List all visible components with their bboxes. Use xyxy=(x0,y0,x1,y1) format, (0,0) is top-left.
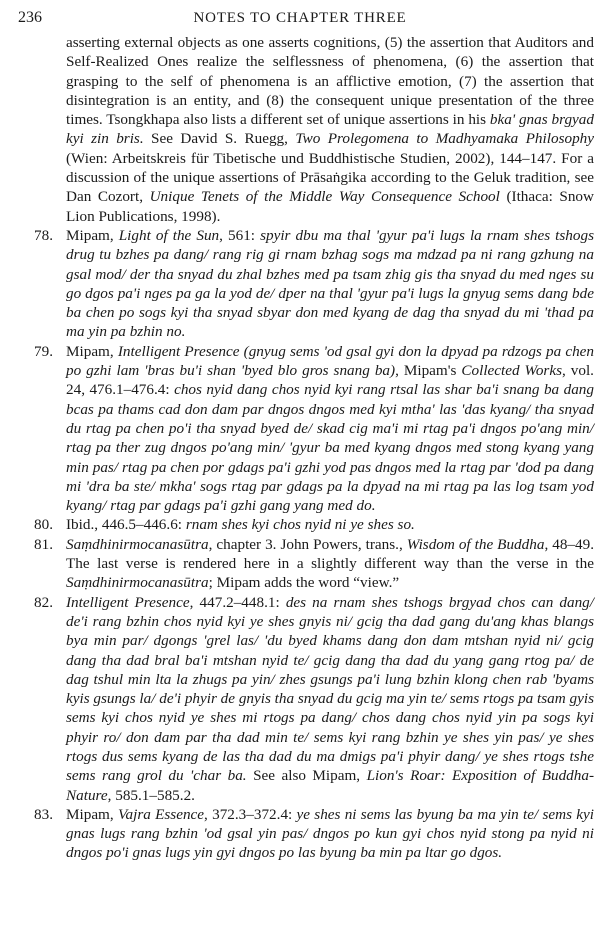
note-82: 82. Intelligent Presence, 447.2–448.1: des na rnam shes tshogs brgyad chos can dang/ de'i rang bzhin chos nyid kyi ye shes gnyis ni/ gcig tha dad gang du'ang khas blangs bya min par/ dgongs 'grel las/ 'du byed khams dang don dam mtshan nyid ni/ gcig dang tha dad bral ba'i mtshan nyid te/ gcig dang tha dad du yang gang rtog pa/ de dag tshul min lta la zhugs pa yin/ zhes gsungs pa'i lung bzhin klong chen rab 'byams kyis gsungs la/ de'i phyir de gnyis tha snyad du gcig ma yin te/ sems rtogs pa tsam gyis sems kyi chos nyid ye shes mi rtogs pa dang/ chos dang chos nyid yin pa sogs kyi phyir ro/ don dam par tha dad min te/ sems kyi rang bzhin ye shes yin pas/ ye shes rtogs dus sems kyang de las tha dad du ma dmigs pa'i phyir dang/ ye shes rtogs tshe sems rang grol du 'char ba. See also Mipam, Lion's Roar: Exposition of Buddha-Nature, 585.1–585.2. xyxy=(34,593,595,804)
note-78: 78. Mipam, Light of the Sun, 561: spyir dbu ma thal 'gyur pa'i lugs la rnam shes tshogs drug tu bzhes pa dang/ rang rig gi rnam bzhag sogs ma mdzad pa ni rang gzhung na gsal mod/ der tha snyad du zhal bzhes med pa tsam zhig gis tha snyad du med nges su go dgos pa'i nges pa ga la yod de/ dper na thal 'gyur pa'i lugs la gnyug sems dang bde ba chen po sogs kyi tha snyad sbyar don med kyang de dag tha snyad du mi 'thad pa ma yin pa bzhin no. xyxy=(34,226,594,341)
note-number: 82. xyxy=(34,593,53,611)
note-number: 79. xyxy=(34,342,53,360)
note-79: 79. Mipam, Intelligent Presence (gnyug sems 'od gsal gyi don la dpyad pa rdzogs pa chen po gzhi lam 'bras bu'i shan 'byed blo gros snang ba), Mipam's Collected Works, vol. 24, 476.1–476.4: chos nyid dang chos nyid kyi rang rtsal las shar ba'i snang ba dang bcas pa thams cad don dam par dngos dngos med kyi mtha' las 'das kyang/ tha snyad du rtag pa chen po'i tha snyad byed de/ skad cig ma'i mi rtag pa'i dngos po'ang min/ rtag pa ther zug dngos po'ang min/ 'gyur ba med kyang dngos med stong kyang yang min pas/ rtag pa chen por gdags pa'i gzhi yod pas dngos med la rtag par 'dod pa dang mi 'dra ba ste/ mkha' sogs rtag par gdags pa la dpyad na mi rtag pa las log tsam yod kyang/ rtag par gdags pa'i gzhi gang yang med do. xyxy=(34,342,594,515)
note-83: 83. Mipam, Vajra Essence, 372.3–372.4: ye shes ni sems las byung ba ma yin te/ sems kyi gnas lugs rang bzhin 'od gsal yin pas/ dngos po kun gyi chos nyid stong pa nyid ni dngos po'i gnas lugs yin gyi dngos po las byung ba min pa ltar go dgos. xyxy=(34,805,594,862)
note-number: 80. xyxy=(34,516,53,534)
running-head: NOTES TO CHAPTER THREE xyxy=(193,10,407,26)
notes-body xyxy=(34,33,595,863)
note-number: 78. xyxy=(34,226,53,244)
page-header xyxy=(12,8,588,32)
note-number: 83. xyxy=(34,805,53,823)
note-80: 80. Ibid., 446.5–446.6: rnam shes kyi chos nyid ni ye shes so. xyxy=(34,516,415,534)
page-number: 236 xyxy=(18,9,42,26)
note-number: 81. xyxy=(34,535,53,553)
note-81: 81. Saṃdhinirmocanasūtra, chapter 3. John Powers, trans., Wisdom of the Buddha, 48–49. The last verse is rendered here in a slightly different way than the verse in the Saṃdhinirmocanasūtra; Mipam adds the word “view.” xyxy=(34,535,594,592)
note-continuation: asserting external objects as one asserts cognitions, (5) the assertion that Auditors and Self-Realized Ones realize the selflessness of phenomena, (6) the assertion that grasping to the self of phenomena is an afflictive emotion, (7) the assertion that disintegration is an entity, and (8) the consequent unique presentation of the three times. Tsongkhapa also lists a different set of unique assertions in his bka' gnas brgyad kyi zin bris. See David S. Ruegg, Two Prolegomena to Madhyamaka Philosophy (Wien: Arbeitskreis für Tibetische und Buddhistische Studien, 2002), 144–147. For a discussion of the unique assertions of Prāsaṅgika according to the Geluk tradition, see Dan Cozort, Unique Tenets of the Middle Way Consequence School (Ithaca: Snow Lion Publications, 1998). xyxy=(66,34,594,225)
